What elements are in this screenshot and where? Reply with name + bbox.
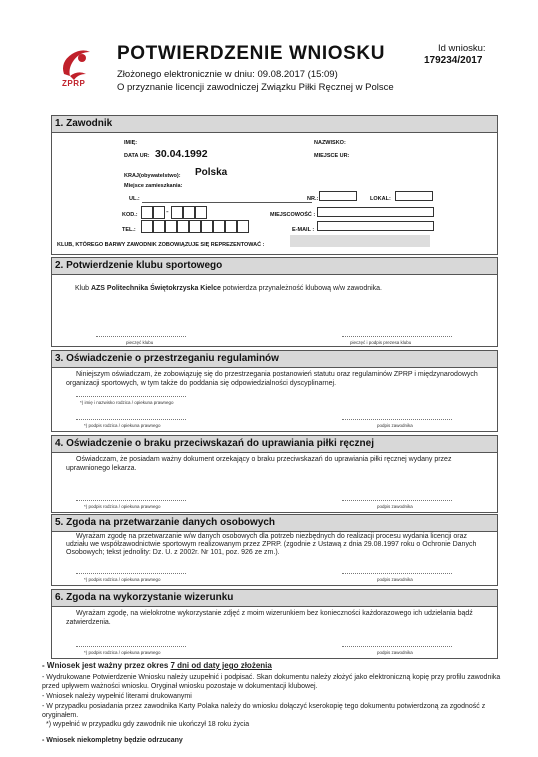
phone-box[interactable] <box>225 220 237 233</box>
number-field[interactable] <box>319 191 357 201</box>
section-club-title: 2. Potwierdzenie klubu sportowego <box>52 258 497 275</box>
last-name-label: NAZWISKO: <box>314 140 346 146</box>
player-signature-line[interactable] <box>342 500 452 501</box>
email-field[interactable] <box>317 221 434 231</box>
postal-code-box[interactable] <box>171 206 183 219</box>
nationality-value: Polska <box>195 167 228 178</box>
redacted-club <box>290 235 430 247</box>
residence-label: Miejsce zamieszkania: <box>124 183 183 189</box>
first-name-label: IMIĘ: <box>124 140 138 146</box>
club-name: AZS Politechnika Świętokrzyska Kielce <box>90 285 221 292</box>
number-label: NR.: <box>307 196 319 202</box>
player-signature-line[interactable] <box>342 646 452 647</box>
phone-label: TEL.: <box>122 227 136 233</box>
club-confirmation-text: Klub AZS Politechnika Świętokrzyska Kielce potwierdza przynależność klubową w/w zawodnika. <box>75 285 383 292</box>
guardian-signature-label: *) podpis rodzica / opiekuna prawnego <box>84 504 161 509</box>
note-guardian: *) wypełnić w przypadku gdy zawodnik nie ukończył 18 roku życia <box>46 721 250 728</box>
city-field[interactable] <box>317 207 434 217</box>
regulations-text: Niniejszym oświadczam, że zobowiązuję się do przestrzegania postanowień statutu oraz regulaminów ZPRP i międzynarodowych organizacji sportowych, w tym także do poddania się odpowiedzialności dyscyplinarnej. <box>66 371 478 387</box>
phone-box[interactable] <box>165 220 177 233</box>
player-signature-line[interactable] <box>342 573 452 574</box>
postal-code-box[interactable] <box>195 206 207 219</box>
medical-text: Oświadczam, że posiadam ważny dokument orzekający o braku przeciwskazań do uprawiania piłki ręcznej wydany przez uprawnionego lekarza. <box>66 456 452 472</box>
guardian-signature-label: *) podpis rodzica / opiekuna prawnego <box>84 650 161 655</box>
postal-code-box[interactable] <box>153 206 165 219</box>
player-signature-label: podpis zawodnika <box>377 577 413 582</box>
player-signature-label: podpis zawodnika <box>377 423 413 428</box>
phone-box[interactable] <box>189 220 201 233</box>
apartment-field[interactable] <box>395 191 433 201</box>
section-data-processing-title: 5. Zgoda na przetwarzanie danych osobowych <box>52 515 497 532</box>
image-consent-text: Wyrażam zgodę, na wielokrotne wykorzystanie zdjęć z moim wizerunkiem bez konieczności każdorazowego ich udzielania bądź zatwierdzenia. <box>66 610 473 626</box>
club-label: KLUB, KTÓREGO BARWY ZAWODNIK ZOBOWIĄZUJE SIĘ REPREZENTOWAĆ : <box>57 242 265 248</box>
section-player-title: 1. Zawodnik <box>52 116 497 133</box>
guardian-signature-line[interactable] <box>76 419 186 420</box>
postal-code-dash: - <box>166 207 169 216</box>
nationality-label: KRAJ(obywatelstwo): <box>124 173 181 179</box>
application-purpose: O przyznanie licencji zawodniczej Związku Piłki Ręcznej w Polsce <box>117 82 394 93</box>
apartment-label: LOKAL: <box>370 196 391 202</box>
president-signature-line[interactable] <box>342 336 452 337</box>
guardian-signature-label: *) podpis rodzica / opiekuna prawnego <box>84 423 161 428</box>
player-signature-label: podpis zawodnika <box>377 504 413 509</box>
phone-box[interactable] <box>177 220 189 233</box>
guardian-signature-label: *) podpis rodzica / opiekuna prawnego <box>84 577 161 582</box>
section-regulations-title: 3. Oświadczenie o przestrzeganiu regulaminów <box>52 351 497 368</box>
birth-place-label: MIEJSCE UR: <box>314 153 350 159</box>
section-player <box>51 115 498 255</box>
club-stamp-line[interactable] <box>96 336 186 337</box>
postal-code-box[interactable] <box>183 206 195 219</box>
guardian-signature-line[interactable] <box>76 573 186 574</box>
postal-code-box[interactable] <box>141 206 153 219</box>
phone-box[interactable] <box>213 220 225 233</box>
section-club-confirmation <box>51 257 498 347</box>
page-title: POTWIERDZENIE WNIOSKU <box>117 43 386 64</box>
note-print-instructions: - Wydrukowane Potwierdzenie Wniosku należy uzupełnić i podpisać. Skan dokumentu należy złożyć jako elektroniczną kopię przy profilu zawodnika przed upływem ważności wniosku. Oryginał wniosku pozostaje w dokumentacji klubowej. <box>42 674 501 690</box>
data-processing-text: Wyrażam zgodę na przetwarzanie w/w danych osobowych dla potrzeb niezbędnych do realizacji procesu wydania licencji oraz udziału we współzawodnictwie sportowym realizowanym przez ZPRP. (zgodnie z Ustawą z dnia 29.08.1997 roku o Ochronie Danych Osobowych; tekst jednolity: Dz. U. z 2002r. Nr 101, poz. 926 ze zm.). <box>66 533 477 556</box>
phone-box[interactable] <box>141 220 153 233</box>
birth-date-label: DATA UR: <box>124 153 150 159</box>
city-label: MIEJSCOWOŚĆ : <box>270 212 316 218</box>
note-validity: - Wniosek jest ważny przez okres 7 dni od daty jego złożenia <box>42 661 272 670</box>
email-label: E-MAIL : <box>292 227 315 233</box>
guardian-name-label: *) imię i nazwisko rodzica / opiekuna prawnego <box>80 400 174 405</box>
club-stamp-label: pieczęć klubu <box>126 340 154 345</box>
street-field[interactable] <box>142 202 312 203</box>
note-incomplete: - Wniosek niekompletny będzie odrzucany <box>42 737 183 744</box>
section-medical-title: 4. Oświadczenie o braku przeciwskazań do uprawiania piłki ręcznej <box>52 436 497 453</box>
section-image-consent-title: 6. Zgoda na wykorzystanie wizerunku <box>52 590 497 607</box>
submitted-date: Złożonego elektronicznie w dniu: 09.08.2017 (15:09) <box>117 69 338 80</box>
phone-box[interactable] <box>153 220 165 233</box>
note-karta-polaka: - W przypadku posiadania przez zawodnika Karty Polaka należy do wniosku dołączyć kserokopię tego dokumentu potwierdzoną za zgodność z oryginałem. <box>42 703 486 719</box>
section-image-consent <box>51 589 498 659</box>
guardian-signature-line[interactable] <box>76 646 186 647</box>
player-signature-line[interactable] <box>342 419 452 420</box>
player-signature-label: podpis zawodnika <box>377 650 413 655</box>
birth-date-value: 30.04.1992 <box>155 148 208 160</box>
note-block-letters: - Wniosek należy wypełnić literami drukowanymi <box>42 693 192 700</box>
president-signature-label: pieczęć i podpis prezesa klubu <box>350 340 412 345</box>
application-id-value: 179234/2017 <box>424 55 483 66</box>
section-medical <box>51 435 498 513</box>
phone-box[interactable] <box>201 220 213 233</box>
postal-code-label: KOD.: <box>122 212 138 218</box>
guardian-signature-line[interactable] <box>76 500 186 501</box>
section-regulations <box>51 350 498 432</box>
street-label: UL.: <box>129 196 140 202</box>
application-id-label: Id wniosku: <box>438 43 486 54</box>
phone-box[interactable] <box>237 220 249 233</box>
logo-text: ZPRP <box>62 79 86 88</box>
section-data-processing <box>51 514 498 586</box>
guardian-name-line[interactable] <box>76 396 186 397</box>
